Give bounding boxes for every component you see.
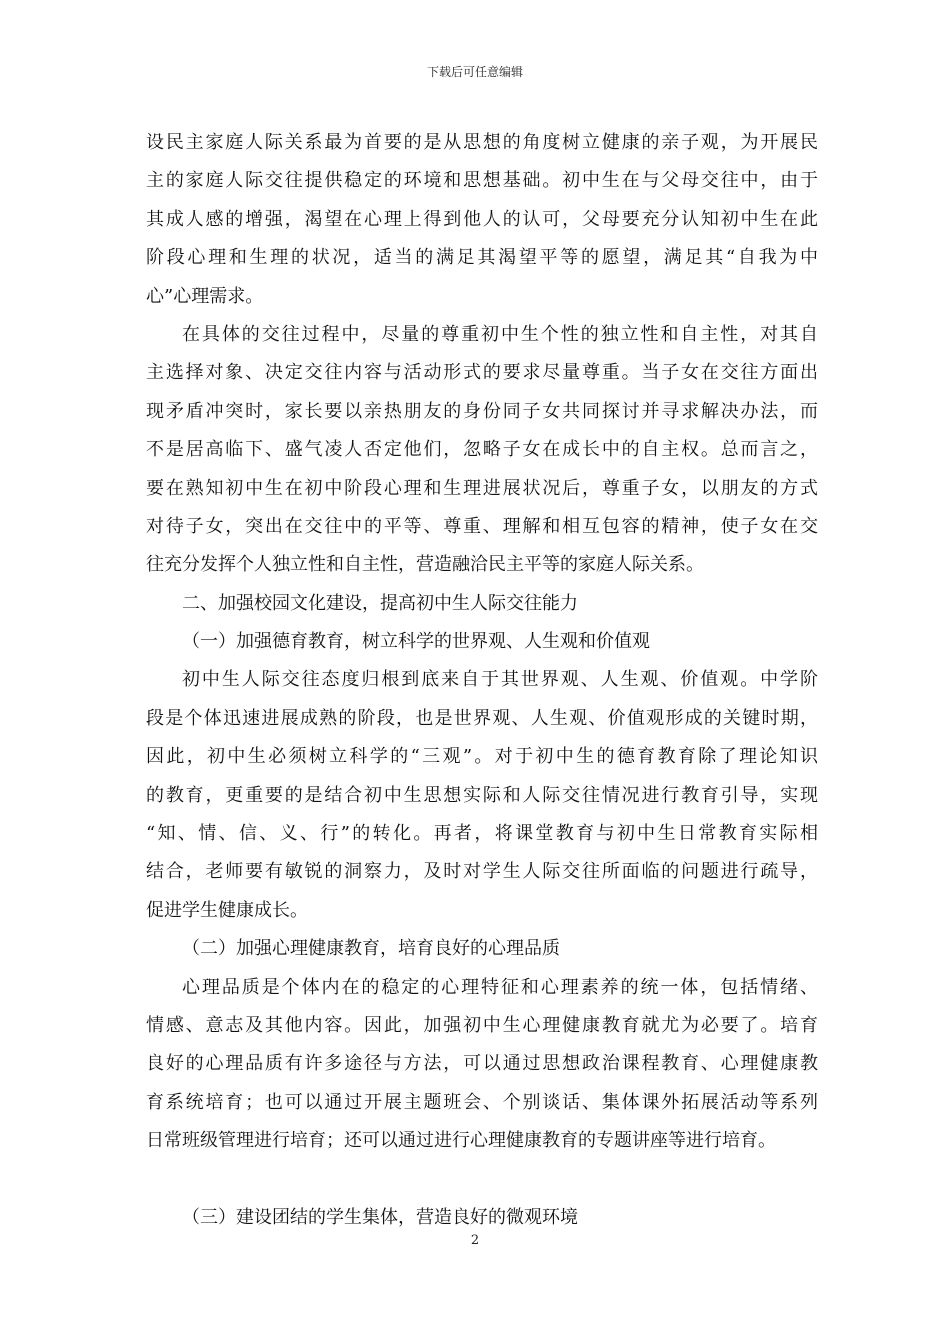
body-line: 对待子女，突出在交往中的平等、尊重、理解和相互包容的精神，使子女在交 — [146, 515, 818, 537]
body-line: 情感、意志及其他内容。因此，加强初中生心理健康教育就尤为必要了。培育 — [146, 1014, 818, 1036]
subsection-heading: （一）加强德育教育，树立科学的世界观、人生观和价值观 — [182, 631, 650, 653]
body-line: 育系统培育；也可以通过开展主题班会、个别谈话、集体课外拓展活动等系列 — [146, 1091, 818, 1113]
page-header: 下载后可任意编辑 — [426, 65, 523, 79]
body-line: 不是居高临下、盛气凌人否定他们，忽略子女在成长中的自主权。总而言之， — [146, 439, 818, 461]
body-line: 心”心理需求。 — [146, 285, 264, 307]
body-line: 促进学生健康成长。 — [146, 899, 308, 921]
paragraph-first-line: 在具体的交往过程中，尽量的尊重初中生个性的独立性和自主性，对其自 — [182, 323, 818, 345]
body-line: 结合，老师要有敏锐的洞察力，及时对学生人际交往所面临的问题进行疏导， — [146, 861, 818, 883]
paragraph-first-line: 心理品质是个体内在的稳定的心理特征和心理素养的统一体，包括情绪、 — [182, 976, 818, 998]
body-line: 因此，初中生必须树立科学的“三观”。对于初中生的德育教育除了理论知识 — [146, 746, 818, 768]
body-line: 主的家庭人际交往提供稳定的环境和思想基础。初中生在与父母交往中，由于 — [146, 170, 818, 192]
body-line: 日常班级管理进行培育；还可以通过进行心理健康教育的专题讲座等进行培育。 — [146, 1130, 776, 1152]
blank-line — [146, 1161, 818, 1199]
body-line: 要在熟知初中生在初中阶段心理和生理进展状况后，尊重子女，以朋友的方式 — [146, 477, 818, 499]
subsection-heading: （二）加强心理健康教育，培育良好的心理品质 — [182, 938, 560, 960]
body-line: 主选择对象、决定交往内容与活动形式的要求尽量尊重。当子女在交往方面出 — [146, 362, 818, 384]
body-line: 阶段心理和生理的状况，适当的满足其渴望平等的愿望，满足其“自我为中 — [146, 247, 818, 269]
paragraph-first-line: 初中生人际交往态度归根到底来自于其世界观、人生观、价值观。中学阶 — [182, 669, 818, 691]
document-body — [146, 124, 818, 1237]
section-heading: 二、加强校园文化建设，提高初中生人际交往能力 — [182, 592, 578, 614]
body-line: 的教育，更重要的是结合初中生思想实际和人际交往情况进行教育引导，实现 — [146, 784, 818, 806]
subsection-heading: （三）建设团结的学生集体，营造良好的微观环境 — [182, 1206, 578, 1228]
body-line: 其成人感的增强，渴望在心理上得到他人的认可，父母要充分认知初中生在此 — [146, 208, 818, 230]
body-line: 段是个体迅速进展成熟的阶段，也是世界观、人生观、价值观形成的关键时期， — [146, 707, 818, 729]
page-number: 2 — [470, 1233, 480, 1248]
body-line: 良好的心理品质有许多途径与方法，可以通过思想政治课程教育、心理健康教 — [146, 1053, 818, 1075]
body-line: 往充分发挥个人独立性和自主性，营造融洽民主平等的家庭人际关系。 — [146, 554, 704, 576]
body-line: 现矛盾冲突时，家长要以亲热朋友的身份同子女共同探讨并寻求解决办法，而 — [146, 400, 818, 422]
body-line: 设民主家庭人际关系最为首要的是从思想的角度树立健康的亲子观，为开展民 — [146, 132, 818, 153]
body-line: “知、情、信、义、行”的转化。再者，将课堂教育与初中生日常教育实际相 — [146, 823, 818, 845]
